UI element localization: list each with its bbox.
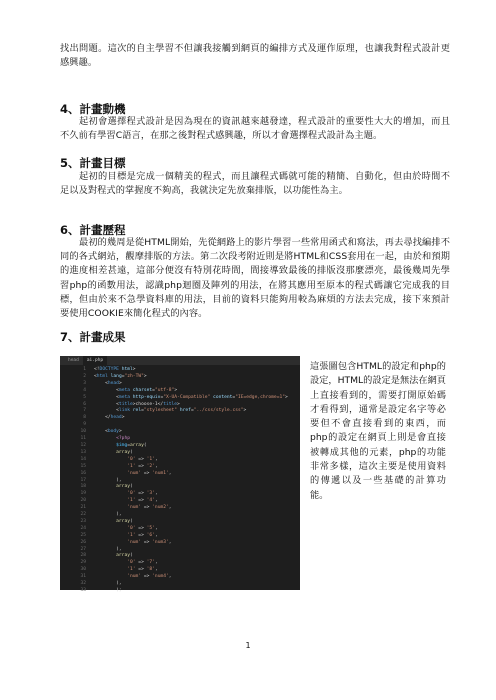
line-number: 18 <box>80 484 86 490</box>
editor-tab-active: ai.php <box>83 356 107 365</box>
line-number: 9 <box>83 422 86 428</box>
line-number: 6 <box>83 401 86 407</box>
page-number: 1 <box>245 641 251 650</box>
section-6-heading: 6、計畫歷程 <box>60 223 126 237</box>
section-4-body: 起初會選擇程式設計是因為現在的資訊越來越發達，程式設計的重要性大大的增加，而且不久前有學習C語言，在那之後對程式感興趣，所以才會選擇程式設計為主題。 <box>60 116 450 142</box>
line-number: 5 <box>83 394 86 400</box>
line-number: 31 <box>80 574 86 580</box>
line-number: 20 <box>80 498 86 504</box>
line-number: 28 <box>80 553 86 559</box>
line-number: 24 <box>80 525 86 531</box>
section-4-heading: 4、計畫動機 <box>60 102 126 116</box>
line-number: 21 <box>80 505 86 511</box>
code-lines: <!DOCTYPE html> <html lang="zh-TW"> <head> <meta charset="utf-8"> <meta http-equiv="X-UA-Compatible" content="IE=edge,chrome=1"> <title>choose-1</title> <link rel="stylesheet" href="../css/style.css"> </head> <body> <?php $img=array( array( '0' => '1', '1' => '2', 'num' => 'num1', ), array( '0' => '3', '1' => '4', 'num' => 'num2', ), array( '0' => '5', '1' => '6', 'num' => 'num3', ), array( '0' => '7', '1' => '8', 'num' => 'num4', ), ); <box>94 367 288 593</box>
line-number: 16 <box>80 470 86 476</box>
line-number: 22 <box>80 512 86 518</box>
line-number: 26 <box>80 539 86 545</box>
line-number: 2 <box>83 373 86 379</box>
line-number: 7 <box>83 408 86 414</box>
line-number: 1 <box>83 367 86 372</box>
line-number: 33 <box>80 588 86 593</box>
line-number-gutter <box>60 365 90 593</box>
line-number: 29 <box>80 560 86 566</box>
line-number: 12 <box>80 442 86 448</box>
line-number: 17 <box>80 477 86 483</box>
line-number: 10 <box>80 429 86 435</box>
line-number: 23 <box>80 518 86 524</box>
line-number: 14 <box>80 456 86 462</box>
editor-tab-inactive: head <box>68 358 79 363</box>
line-number: 32 <box>80 581 86 587</box>
section-7-body: 這張圖包含HTML的設定和php的設定，HTML的設定是無法在網頁上直接看到的，需要打開原始碼才看得到，通常是設定名字等必要但不會直接看到的東西，而php的設定在網頁上則是會直接被轉成其他的元素，php的功能非常多樣，這次主要是使用資料的傳遞以及一些基礎的計算功能。 <box>310 361 446 501</box>
section-6-body: 最初的幾周是從HTML開始，先從網路上的影片學習一些常用函式和寫法，再去尋找編排不同的各式網站，觀摩排版的方法。第二次段考附近則是將HTML和CSS套用在一起，由於和預期的進度相差甚遠，這部分便沒有特別花時間，間接導致最後的排版沒那麼漂亮，最後幾周先學習php的函數用法，認識php迴圈及陣列的用法，在將其應用至原本的程式碼讓它完成我的目標，但由於來不急學資料庫的用法，目前的資料只能夠用較為麻煩的方法去完成，接下來預計要使用COOKIE來簡化程式的內容。 <box>60 237 450 320</box>
line-number: 3 <box>83 380 86 386</box>
editor-tab-bar <box>60 356 300 365</box>
line-number: 4 <box>83 387 86 393</box>
line-number: 8 <box>83 415 86 421</box>
line-number: 25 <box>80 532 86 538</box>
code-screenshot <box>60 356 300 593</box>
line-number: 15 <box>80 463 86 469</box>
line-number: 30 <box>80 567 86 573</box>
line-number: 19 <box>80 491 86 497</box>
line-number: 13 <box>80 449 86 455</box>
line-number: 11 <box>80 436 86 442</box>
intro-paragraph: 找出問題。這次的自主學習不但讓我接觸到網頁的編排方式及運作原理，也讓我對程式設計更感興趣。 <box>60 43 450 69</box>
section-5-heading: 5、計畫目標 <box>60 156 126 170</box>
section-7-heading: 7、計畫成果 <box>60 330 126 344</box>
section-5-body: 起初的目標是完成一個精美的程式，而且讓程式碼就可能的精簡、自動化，但由於時間不足以及對程式的掌握度不夠高，我就決定先放棄排版，以功能性為主。 <box>60 171 450 197</box>
line-number: 27 <box>80 546 86 552</box>
